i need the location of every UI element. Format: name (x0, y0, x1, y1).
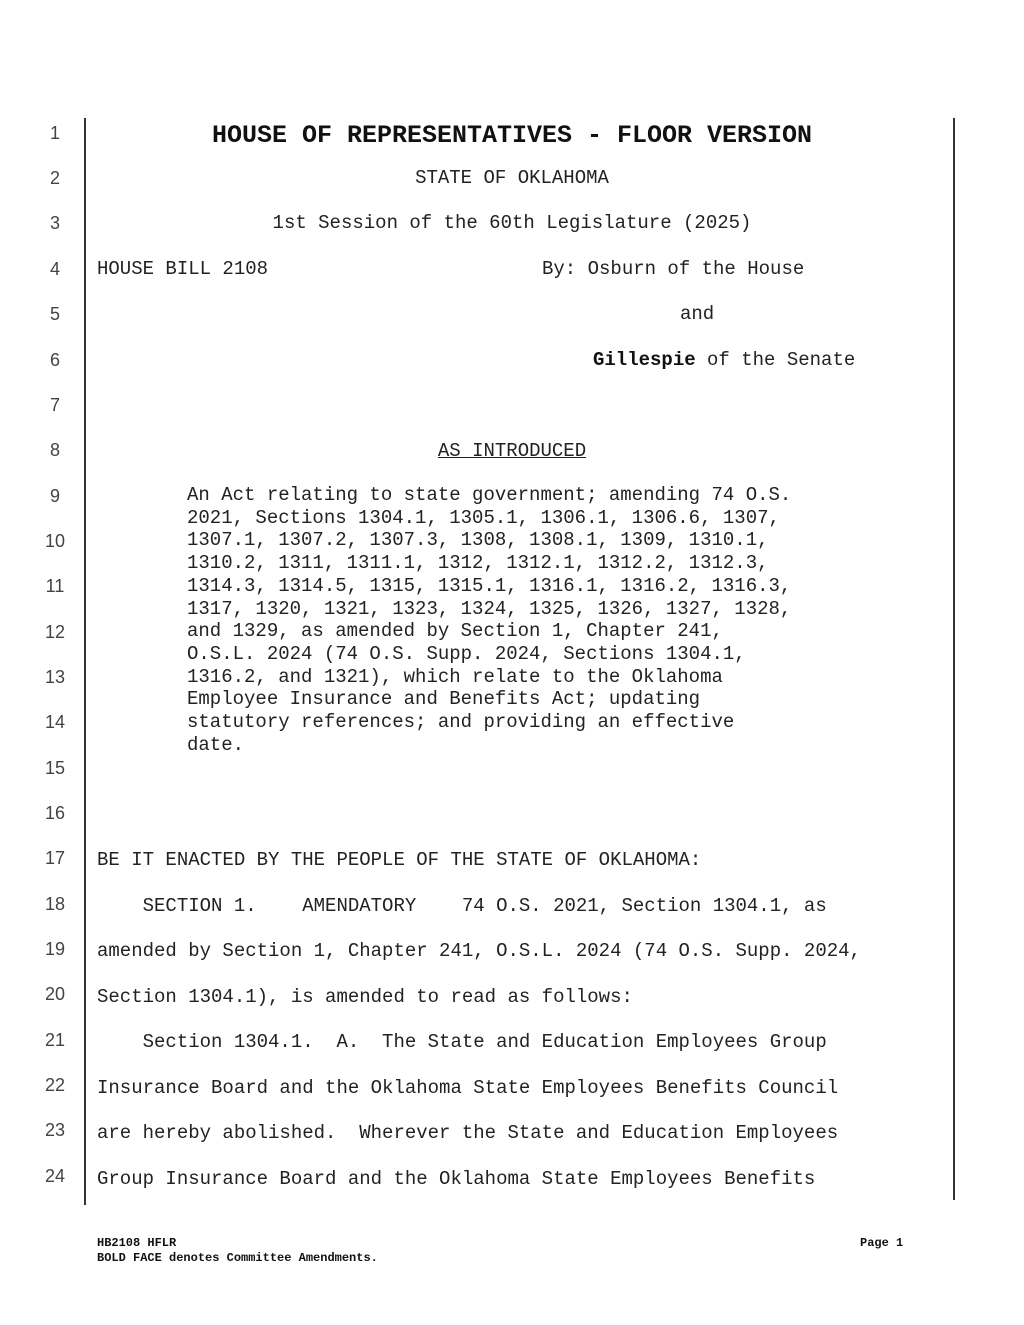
senate-author (593, 348, 855, 372)
line-number: 24 (44, 1166, 66, 1186)
line-number: 15 (44, 758, 66, 778)
body-line: are hereby abolished. Wherever the State and Education Employees (97, 1122, 839, 1144)
body-line: Group Insurance Board and the Oklahoma State Employees Benefits (97, 1168, 816, 1190)
session-line: 1st Session of the 60th Legislature (2025) (272, 212, 752, 234)
abstract-line: 1307.1, 1307.2, 1307.3, 1308, 1308.1, 1309, 1310.1, (187, 529, 769, 552)
bill-abstract (187, 484, 887, 756)
line-number: 16 (44, 803, 66, 823)
abstract-line: statutory references; and providing an effective (187, 711, 735, 734)
line-number: 2 (49, 168, 60, 188)
abstract-line: 2021, Sections 1304.1, 1305.1, 1306.1, 1306.6, 1307, (187, 506, 780, 529)
right-margin-rule (953, 118, 955, 1200)
abstract-line: 1317, 1320, 1321, 1323, 1324, 1325, 1326, 1327, 1328, (187, 597, 792, 620)
abstract-line: 1314.3, 1314.5, 1315, 1315.1, 1316.1, 1316.2, 1316.3, (187, 574, 792, 597)
line-number: 13 (44, 667, 66, 687)
house-author: By: Osburn of the House (542, 258, 805, 280)
line-number: 20 (44, 984, 66, 1004)
status-label: AS INTRODUCED (437, 440, 587, 462)
body-line: Section 1304.1. A. The State and Education Employees Group (97, 1031, 827, 1053)
line-number: 19 (44, 939, 66, 959)
body-line: Section 1304.1), is amended to read as follows: (97, 986, 633, 1008)
line-number: 23 (44, 1120, 66, 1140)
footer-note: BOLD FACE denotes Committee Amendments. (97, 1251, 378, 1265)
line-number: 17 (44, 848, 66, 868)
line-number: 11 (45, 576, 65, 596)
senate-author-suffix: of the Senate (695, 349, 856, 371)
line-number: 10 (44, 531, 66, 551)
line-number: 7 (49, 395, 60, 415)
line-number: 18 (44, 894, 66, 914)
abstract-line: 1316.2, and 1321), which relate to the Oklahoma (187, 665, 723, 688)
line-number: 4 (49, 259, 60, 279)
left-margin-rule (84, 118, 86, 1205)
body-line: SECTION 1. AMENDATORY 74 O.S. 2021, Section 1304.1, as (97, 895, 827, 917)
abstract-line: 1310.2, 1311, 1311.1, 1312, 1312.1, 1312.2, 1312.3, (187, 552, 769, 575)
abstract-line: and 1329, as amended by Section 1, Chapter 241, (187, 620, 723, 643)
line-number: 5 (49, 304, 60, 324)
abstract-line: Employee Insurance and Benefits Act; updating (187, 688, 701, 711)
footer-page-number: Page 1 (860, 1236, 904, 1250)
line-number: 22 (44, 1075, 66, 1095)
abstract-line: An Act relating to state government; amending 74 O.S. (187, 484, 792, 506)
line-number: 12 (44, 622, 66, 642)
line-number: 21 (44, 1030, 66, 1050)
senate-author-name: Gillespie (593, 349, 696, 371)
line-number: 6 (49, 350, 60, 370)
body-line: amended by Section 1, Chapter 241, O.S.L. 2024 (74 O.S. Supp. 2024, (97, 940, 861, 962)
line-number: 3 (49, 213, 60, 233)
line-number: 14 (44, 712, 66, 732)
bill-number: HOUSE BILL 2108 (97, 258, 269, 280)
enacting-clause: BE IT ENACTED BY THE PEOPLE OF THE STATE OF OKLAHOMA: (97, 849, 702, 871)
footer-bill-code: HB2108 HFLR (97, 1236, 177, 1250)
abstract-line: O.S.L. 2024 (74 O.S. Supp. 2024, Sections 1304.1, (187, 642, 746, 665)
document-title: HOUSE OF REPRESENTATIVES - FLOOR VERSION (211, 121, 813, 150)
abstract-line: date. (187, 733, 245, 756)
state-name: STATE OF OKLAHOMA (415, 167, 609, 189)
line-number: 1 (49, 123, 60, 143)
body-line: Insurance Board and the Oklahoma State Employees Benefits Council (97, 1077, 839, 1099)
line-number: 9 (49, 486, 60, 506)
and-connector: and (680, 303, 715, 325)
line-number: 8 (49, 440, 60, 460)
